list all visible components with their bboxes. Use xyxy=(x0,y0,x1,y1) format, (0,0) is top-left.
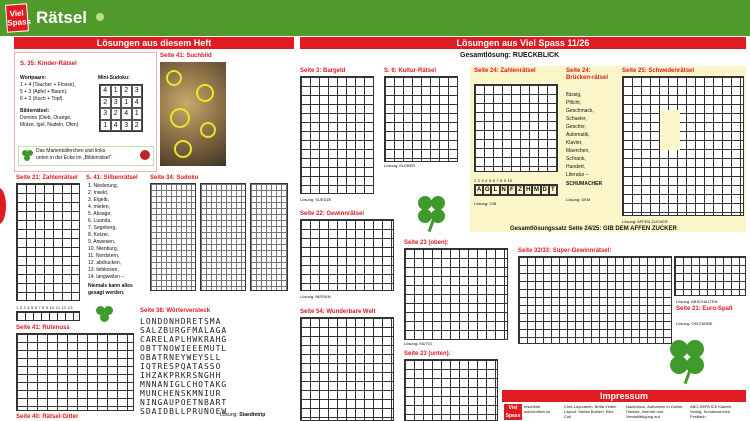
bilder-line-1: Domino (Dieb, Orange, xyxy=(20,115,72,121)
silben-item: 14. langweilen – xyxy=(88,274,125,280)
seite23-oben-heading: Seite 23 (oben): xyxy=(404,240,449,246)
code-cell: L xyxy=(491,185,499,195)
mini-sudoku-cell: 2 xyxy=(132,120,143,132)
impressum-title: Impressum xyxy=(502,390,746,402)
bruecken-item: Schueler, xyxy=(566,116,587,122)
bruecken-solution: Lösung: DEM xyxy=(566,197,591,202)
silben-item: 2. Insekt, xyxy=(88,190,109,196)
woerterversteck-heading: Seite 38: Wörterversteck xyxy=(140,308,211,314)
gewinnraetsel-grid xyxy=(300,219,394,291)
eurospass-solution: Lösung: OELFARBE xyxy=(676,321,713,326)
ladybug-icon xyxy=(140,150,150,160)
marienkaefer-note-2: unten in der Ecke im „Bilderrätsel“. xyxy=(36,155,113,161)
wortpaare-line-1: 1 + 4 (Taucher + Flosse), xyxy=(20,82,76,88)
rutenuss-grid xyxy=(16,333,134,411)
bruecken-item: Geschirr, xyxy=(566,124,587,130)
silbenraetsel-heading: S. 41: Silbenrätsel xyxy=(86,175,138,181)
seite23-unten-heading: Seite 23 (unten): xyxy=(404,351,451,357)
code-cell: Z xyxy=(516,185,524,195)
mini-sudoku-grid xyxy=(99,84,143,132)
schwedenraetsel-heading: Seite 25: Schwedenrätsel xyxy=(622,68,695,74)
woerterversteck-row: OBTTNOWIEEEMUTL xyxy=(140,344,228,353)
wortpaare-line-2: 5 + 3 (Apfel + Baum), xyxy=(20,89,68,95)
super-gewinnraetsel-grid-2 xyxy=(674,256,746,296)
mini-sudoku-cell: 2 xyxy=(100,97,111,109)
woerterversteck-row: NINGAUPOETNBART xyxy=(140,398,228,407)
woerterversteck-row: IHZAKPRKRSNGHH xyxy=(140,371,222,380)
bruecken-item: Pflicht, xyxy=(566,100,582,106)
bargeld-solution: Lösung: SUEDZE xyxy=(300,197,332,202)
woerterversteck-row: SALZBURGFMALAGA xyxy=(140,326,228,335)
bruecken-heading: Seite 24: Brücken-rätsel xyxy=(566,68,609,81)
woerterversteck-row: MNNANIGLCHOTAKG xyxy=(140,380,228,389)
kinder-heading: S. 35: Kinder-Rätsel xyxy=(20,61,77,67)
rutenuss-heading: Seite 41: Rutenuss xyxy=(16,325,70,331)
super-gewinnraetsel-grid-1 xyxy=(518,256,672,344)
schweden-image-slot xyxy=(660,110,680,150)
code-cell: T xyxy=(549,185,557,195)
mini-sudoku-cell: 1 xyxy=(121,97,132,109)
code-cell: N xyxy=(501,187,506,193)
woerterversteck-row: LONDONHDRETSMA xyxy=(140,317,222,326)
silben-item: 3. Elgeib, xyxy=(88,197,109,203)
seite23-oben-grid xyxy=(404,248,508,340)
kultur-solution: Lösung: KLEBER xyxy=(384,163,416,168)
bilder-label: Bilderrätsel: xyxy=(20,108,50,114)
mini-sudoku-cell: 3 xyxy=(111,97,122,109)
schwedenraetsel-grid xyxy=(622,76,744,216)
bilder-line-2: Mütze, Igel, Nudeln, Ofen) xyxy=(20,122,79,128)
mini-sudoku-cell: 1 xyxy=(100,120,111,132)
impressum-logo: Viel Spass xyxy=(505,405,521,419)
bruecken-item: Schrank, xyxy=(566,156,586,162)
mini-sudoku-cell: 4 xyxy=(121,108,132,120)
silben-item: 10. Nienburg, xyxy=(88,246,119,252)
silben-solution-2: gesagt werden. xyxy=(88,290,125,296)
wortpaare-line-3: 6 + 2 (Koch + Topf). xyxy=(20,96,64,102)
super-gewinnraetsel-heading: Seite 32/33: Super-Gewinnrätsel: xyxy=(518,248,612,254)
woerterversteck-row: CARELAPLHWKRAHG xyxy=(140,335,228,344)
zahlenraetsel-24-heading: Seite 24: Zahlenrätsel xyxy=(474,68,536,74)
bruecken-item: Automatik, xyxy=(566,132,590,138)
mini-sudoku-cell: 4 xyxy=(132,97,143,109)
bubble-decoration xyxy=(96,13,104,21)
gesamtloesung: Gesamtlösung: RUECKBLICK xyxy=(460,52,560,59)
bruecken-item: Literatur – xyxy=(566,172,589,178)
impressum-col-1: erscheint wöchentlich im xyxy=(524,404,551,414)
bruecken-item: Geschmack, xyxy=(566,108,594,114)
sudoku-grid-1 xyxy=(150,183,196,291)
mini-sudoku-cell: 3 xyxy=(132,85,143,97)
woerterversteck-row: SDAIDBLLPRUNOEW xyxy=(140,407,228,416)
right-section-title: Lösungen aus Viel Spass 11/26 xyxy=(300,37,746,49)
zahlenraetsel-grid xyxy=(16,183,80,301)
page-edge-decoration xyxy=(0,188,6,224)
code-cell: G xyxy=(484,187,490,193)
mini-sudoku-cell: 1 xyxy=(111,85,122,97)
mini-sudoku-cell: 4 xyxy=(111,120,122,132)
suchbild-photo xyxy=(160,62,226,166)
mini-sudoku-cell: 3 xyxy=(121,120,132,132)
bargeld-grid xyxy=(300,76,374,194)
kultur-grid xyxy=(384,76,458,162)
impressum-col-4: ABO-SERVICE Klambt Verlag, Kundenservice Postfach xyxy=(690,404,731,419)
silben-item: 9. Anwesen, xyxy=(88,239,116,245)
silben-item: 11. Nordstern, xyxy=(88,253,120,259)
code-cell: D xyxy=(542,187,547,193)
marienkaefer-note-1: Das Marienkäferchen sitzt links xyxy=(36,148,106,154)
silben-item: 6. Luanda, xyxy=(88,218,112,224)
wunderbare-welt-heading: Seite 54: Wunderbare Welt xyxy=(300,309,376,315)
silben-item: 8. Ketzer, xyxy=(88,232,110,238)
bruecken-item: Hundert, xyxy=(566,164,586,170)
zahlenraetsel-24-numbers: 1 2 3 4 5 6 7 8 9 10 xyxy=(474,178,513,183)
bruecken-solution-word: SCHUMACHER xyxy=(566,181,603,187)
bruecken-item: flüssig, xyxy=(566,92,582,98)
woerterversteck-grid xyxy=(140,317,280,416)
silben-item: 5. Absage, xyxy=(88,211,112,217)
silben-item: 7. Segeberg, xyxy=(88,225,117,231)
zahlenraetsel-heading: Seite 21: Zahlenrätsel xyxy=(16,175,78,181)
eurospass-heading: Seite 21: Euro-Spaß xyxy=(676,306,733,312)
page-title: Rätsel xyxy=(36,8,88,27)
left-section-title: Lösungen aus diesem Heft xyxy=(14,37,294,49)
zahlenraetsel-code-grid xyxy=(16,311,80,321)
woerterversteck-row: IQTRESPQATASSO xyxy=(140,362,222,371)
silben-item: 1. Niederung, xyxy=(88,183,119,189)
zahlenraetsel-24-grid xyxy=(474,84,558,172)
brand-logo: Viel Spass xyxy=(5,3,29,32)
mini-sudoku-cell: 2 xyxy=(111,108,122,120)
super-gewinnraetsel-solution: Lösung: ABSCHALTEN xyxy=(676,299,718,304)
raetselgitter-heading: Seite 40: Rätsel-Gitter xyxy=(16,414,79,420)
bruecken-item: Klavier, xyxy=(566,140,583,146)
wunderbare-welt-grid xyxy=(300,317,394,421)
zahlenraetsel-24-code xyxy=(474,184,558,196)
code-cell: A xyxy=(476,187,482,193)
zahlenraetsel-code: 1 2 3 4 5 6 7 8 9 10 11 12 13 xyxy=(16,305,73,310)
seite23-unten-grid xyxy=(404,359,498,421)
bargeld-heading: Seite 3: Bargeld xyxy=(300,68,346,74)
silben-item: 12. abdrucken, xyxy=(88,260,122,266)
woerterversteck-row: MUNCHENSKMNIUR xyxy=(140,389,222,398)
gesamtloesung-24-25: Gesamtlösungssatz Seite 24/25: GIB DEM AFFEN ZUCKER xyxy=(510,226,677,232)
woerterversteck-row: OBATRNEYWEYSLL xyxy=(140,353,222,362)
seite23-oben-solution: Lösung: MUTIG xyxy=(404,341,433,346)
code-cell: F xyxy=(508,185,516,195)
silben-item: 4. mieten, xyxy=(88,204,110,210)
bruecken-item: Maerchen, xyxy=(566,148,590,154)
mini-sudoku-cell: 1 xyxy=(132,108,143,120)
mini-sudoku-cell: 4 xyxy=(100,85,111,97)
impressum-col-2: Chef-Layouterin: Britta Vinten Layout: Stefan Buhlert, Elke Coll xyxy=(564,404,617,419)
impressum-body xyxy=(502,403,746,421)
mini-sudoku-label: Mini-Sudoku: xyxy=(98,75,130,81)
mini-sudoku-cell: 2 xyxy=(121,85,132,97)
page-header xyxy=(0,0,750,36)
code-cell: M xyxy=(533,187,539,193)
schwedenraetsel-solution: Lösung: AFFEN ZUCKER xyxy=(622,219,668,224)
silben-item: 13. liebkosen, xyxy=(88,267,119,273)
sudoku-grid-3 xyxy=(250,183,288,291)
suchbild-heading: Seite 41: Suchbild xyxy=(160,53,212,59)
gewinnraetsel-heading: Seite 22: Gewinnrätsel xyxy=(300,211,365,217)
impressum-col-3: Nachdruck, Aufnahme in Online-Dienste, Internet und Vervielfältigung auf xyxy=(626,404,684,419)
woerterversteck-solution: Lösung: Staedtetrip xyxy=(220,412,266,418)
code-cell: H xyxy=(526,187,531,193)
sudoku-grid-2 xyxy=(200,183,246,291)
mini-sudoku-cell: 3 xyxy=(100,108,111,120)
kultur-heading: S. 6: Kultur-Rätsel xyxy=(384,68,437,74)
gewinnraetsel-solution: Lösung: NIERAN xyxy=(300,294,331,299)
silben-solution-1: Niemals kann alles xyxy=(88,283,133,289)
wortpaare-label: Wortpaare: xyxy=(20,75,47,81)
sudoku-heading: Seite 34: Sudoku xyxy=(150,175,199,181)
zahlenraetsel-24-solution: Lösung: GIB xyxy=(474,201,497,206)
